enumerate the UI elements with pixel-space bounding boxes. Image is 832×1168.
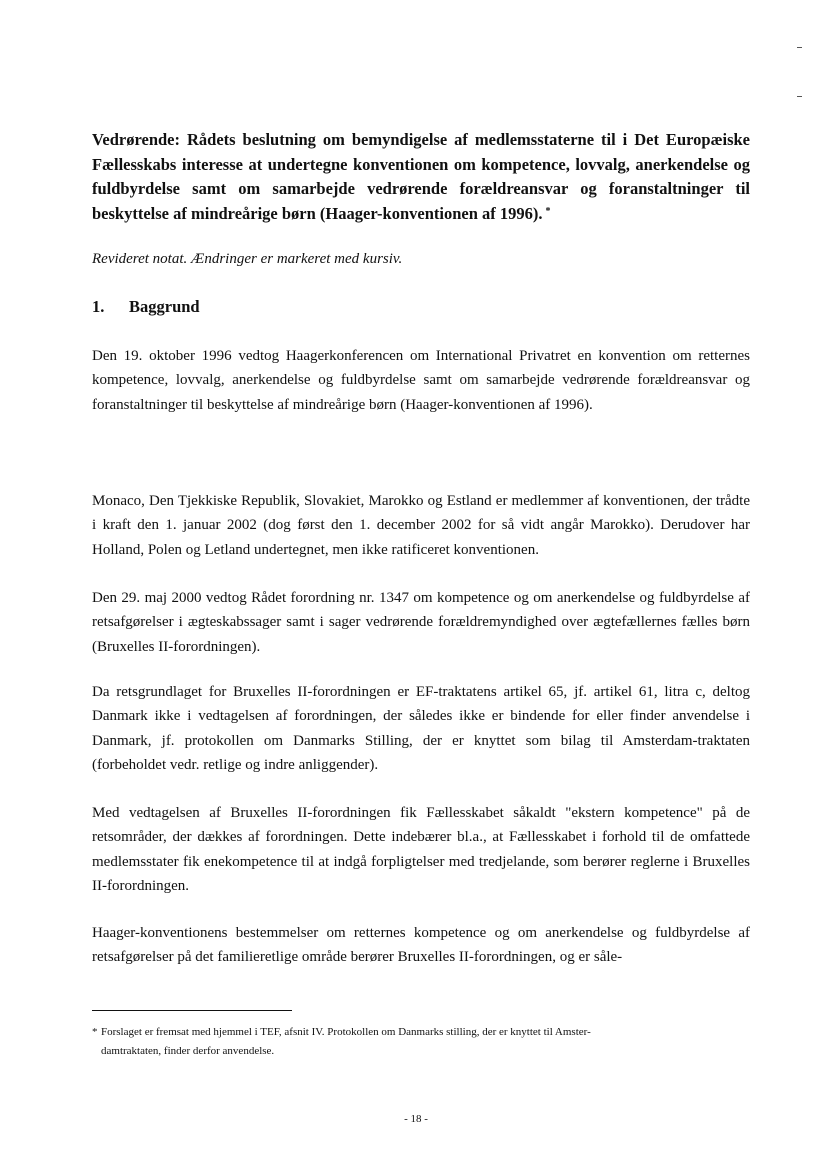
footnote-separator xyxy=(92,1010,292,1011)
footnote xyxy=(92,1023,742,1061)
paragraph-4: Da retsgrundlaget for Bruxelles II-forordningen er EF-traktatens artikel 65, jf. artikel 61, litra c, deltog Danmark ikke i vedtagelsen af forordningen, der således ikke er bindende for eller finder anvendelse i Danmark, jf. protokollen om Danmarks Stilling, der er knyttet som bilag til Amsterdam-traktaten (forbeholdet vedr. retlige og indre anliggender). xyxy=(92,684,750,774)
page-number: - 18 - xyxy=(404,1113,428,1125)
margin-mark xyxy=(797,96,802,97)
section-number: 1. xyxy=(92,297,105,316)
paragraph-3: Den 29. maj 2000 vedtog Rådet forordning nr. 1347 om kompetence og om anerkendelse og fuldbyrdelse af retsafgørelser i ægteskabssager samt i sager vedrørende forældremyndighed over ægtefællernes fælles børn (Bruxelles II-forordningen). xyxy=(92,590,750,655)
document-title-text: Vedrørende: Rådets beslutning om bemyndigelse af medlemsstaterne til i Det Europæiske Fællesskabs interesse at undertegne konventionen om kompetence, lovvalg, anerkendelse og fuldbyrdelse samt om samarbejde vedrørende forældreansvar og foranstaltninger til beskyttelse af mindreårige børn (Haager-konventionen af 1996). xyxy=(92,130,750,223)
section-title: Baggrund xyxy=(129,297,200,316)
footnote-marker: * xyxy=(92,1026,98,1038)
paragraph-2: Monaco, Den Tjekkiske Republik, Slovakiet, Marokko og Estland er medlemmer af konventionen, der trådte i kraft den 1. januar 2002 (dog først den 1. december 2002 for så vidt angår Marokko). Derudover har Holland, Polen og Letland undertegnet, men ikke ratificeret konventionen. xyxy=(92,493,750,558)
document-title xyxy=(92,128,750,226)
footnote-text-line-2: damtraktaten, finder derfor anvendelse. xyxy=(101,1045,275,1057)
paragraph-1: Den 19. oktober 1996 vedtog Haagerkonferencen om International Privatret en konvention om retternes kompetence, lovvalg, anerkendelse og fuldbyrdelse samt om samarbejde vedrørende forældreansvar og foranstaltninger til beskyttelse af mindreårige børn (Haager-konventionen af 1996). xyxy=(92,348,750,413)
title-footnote-marker: * xyxy=(545,205,551,217)
section-heading xyxy=(92,296,200,318)
paragraph-6: Haager-konventionens bestemmelser om retternes kompetence og om anerkendelse og fuldbyrdelse af retsafgørelser på det familieretlige område berører Bruxelles II-forordningen, og er såle- xyxy=(92,925,750,966)
revision-note: Revideret notat. Ændringer er markeret med kursiv. xyxy=(92,251,403,267)
paragraph-5: Med vedtagelsen af Bruxelles II-forordningen fik Fællesskabet såkaldt "ekstern kompetence" på de retsområder, der dækkes af forordningen. Dette indebærer bl.a., at Fællesskabet i forhold til de omfattede medlemsstater fik enekompetence til at indgå forpligtelser med tredjelande, som berører reglerne i Bruxelles II-forordningen. xyxy=(92,805,750,895)
margin-mark xyxy=(797,47,802,48)
footnote-text-line-1: Forslaget er fremsat med hjemmel i TEF, afsnit IV. Protokollen om Danmarks stilling, der er knyttet til Amster- xyxy=(101,1026,591,1038)
